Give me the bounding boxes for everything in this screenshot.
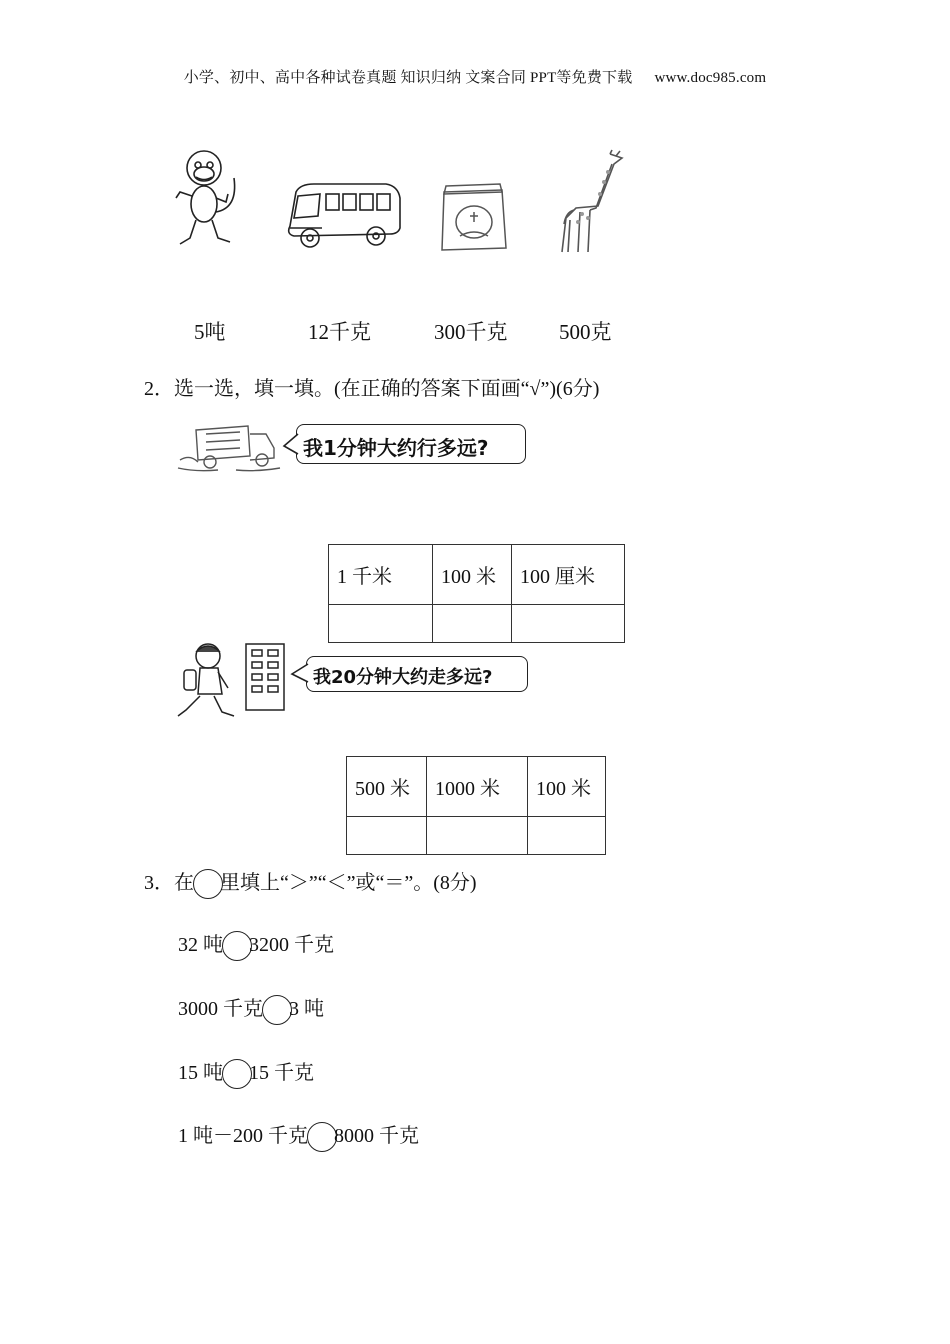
comparison-right: 8000 千克 xyxy=(334,1125,419,1147)
header-text: 小学、初中、高中各种试卷真题 知识归纳 文案合同 PPT等免费下载 xyxy=(183,70,633,86)
compare-circle-2[interactable] xyxy=(262,995,292,1025)
comparison-right: 15 千克 xyxy=(249,1062,314,1084)
boy-bubble-text: 我20分钟大约走多远? xyxy=(313,667,493,688)
compare-circle-1[interactable] xyxy=(222,931,252,961)
header-url: www.doc985.com xyxy=(654,70,767,86)
compare-circle-3[interactable] xyxy=(222,1059,252,1089)
comparison-left: 32 吨 xyxy=(178,934,223,956)
question-3-prompt-start: 3．在 xyxy=(144,872,194,894)
comparison-left: 3000 千克 xyxy=(178,998,263,1020)
weight-option-4: 500克 xyxy=(559,320,612,344)
comparison-item-1 xyxy=(178,928,334,961)
table2-option-1: 500 米 xyxy=(347,757,427,817)
comparison-item-3 xyxy=(178,1056,314,1089)
table1-option-1: 1 千米 xyxy=(329,545,433,605)
monkey-icon xyxy=(174,146,240,254)
bubble-tail xyxy=(282,432,300,458)
weight-option-3: 300千克 xyxy=(434,320,508,344)
comparison-right: 3200 千克 xyxy=(249,934,334,956)
bubble-tail xyxy=(290,662,310,686)
bag-icon xyxy=(436,182,512,254)
page-header xyxy=(0,66,950,87)
giraffe-icon xyxy=(554,148,630,256)
table1-answer-cell-1[interactable] xyxy=(329,605,433,643)
table1-answer-cell-3[interactable] xyxy=(512,605,625,643)
table1-option-3: 100 厘米 xyxy=(512,545,625,605)
weight-option-1: 5吨 xyxy=(194,320,226,344)
truck-speech-bubble xyxy=(296,424,526,464)
weight-option-2: 12千克 xyxy=(308,320,371,344)
truck-icon xyxy=(176,420,284,474)
building-icon xyxy=(246,644,284,710)
bus-icon xyxy=(280,176,404,252)
comparison-right: 3 吨 xyxy=(289,998,324,1020)
compare-circle-4[interactable] xyxy=(307,1122,337,1152)
answer-table-1 xyxy=(328,544,625,643)
question-3-prompt xyxy=(144,866,477,899)
comparison-item-4 xyxy=(178,1119,419,1152)
table2-answer-cell-1[interactable] xyxy=(347,817,427,855)
answer-table-2 xyxy=(346,756,606,855)
table2-option-3: 100 米 xyxy=(528,757,606,817)
circle-icon xyxy=(193,869,223,899)
question-3-prompt-end: 里填上“＞”“＜”或“＝”。(8分) xyxy=(220,872,477,894)
table2-answer-cell-3[interactable] xyxy=(528,817,606,855)
table1-option-2: 100 米 xyxy=(433,545,512,605)
table2-option-2: 1000 米 xyxy=(427,757,528,817)
boy-speech-bubble xyxy=(306,656,528,692)
table2-answer-cell-2[interactable] xyxy=(427,817,528,855)
table1-answer-cell-2[interactable] xyxy=(433,605,512,643)
truck-bubble-text: 我1分钟大约行多远? xyxy=(303,436,489,460)
comparison-left: 15 吨 xyxy=(178,1062,223,1084)
question-2-prompt: 2．选一选，填一填。(在正确的答案下面画“√”)(6分) xyxy=(144,378,600,400)
comparison-item-2 xyxy=(178,992,324,1025)
comparison-left: 1 吨－200 千克 xyxy=(178,1125,308,1147)
walking-boy-icon xyxy=(174,640,292,728)
